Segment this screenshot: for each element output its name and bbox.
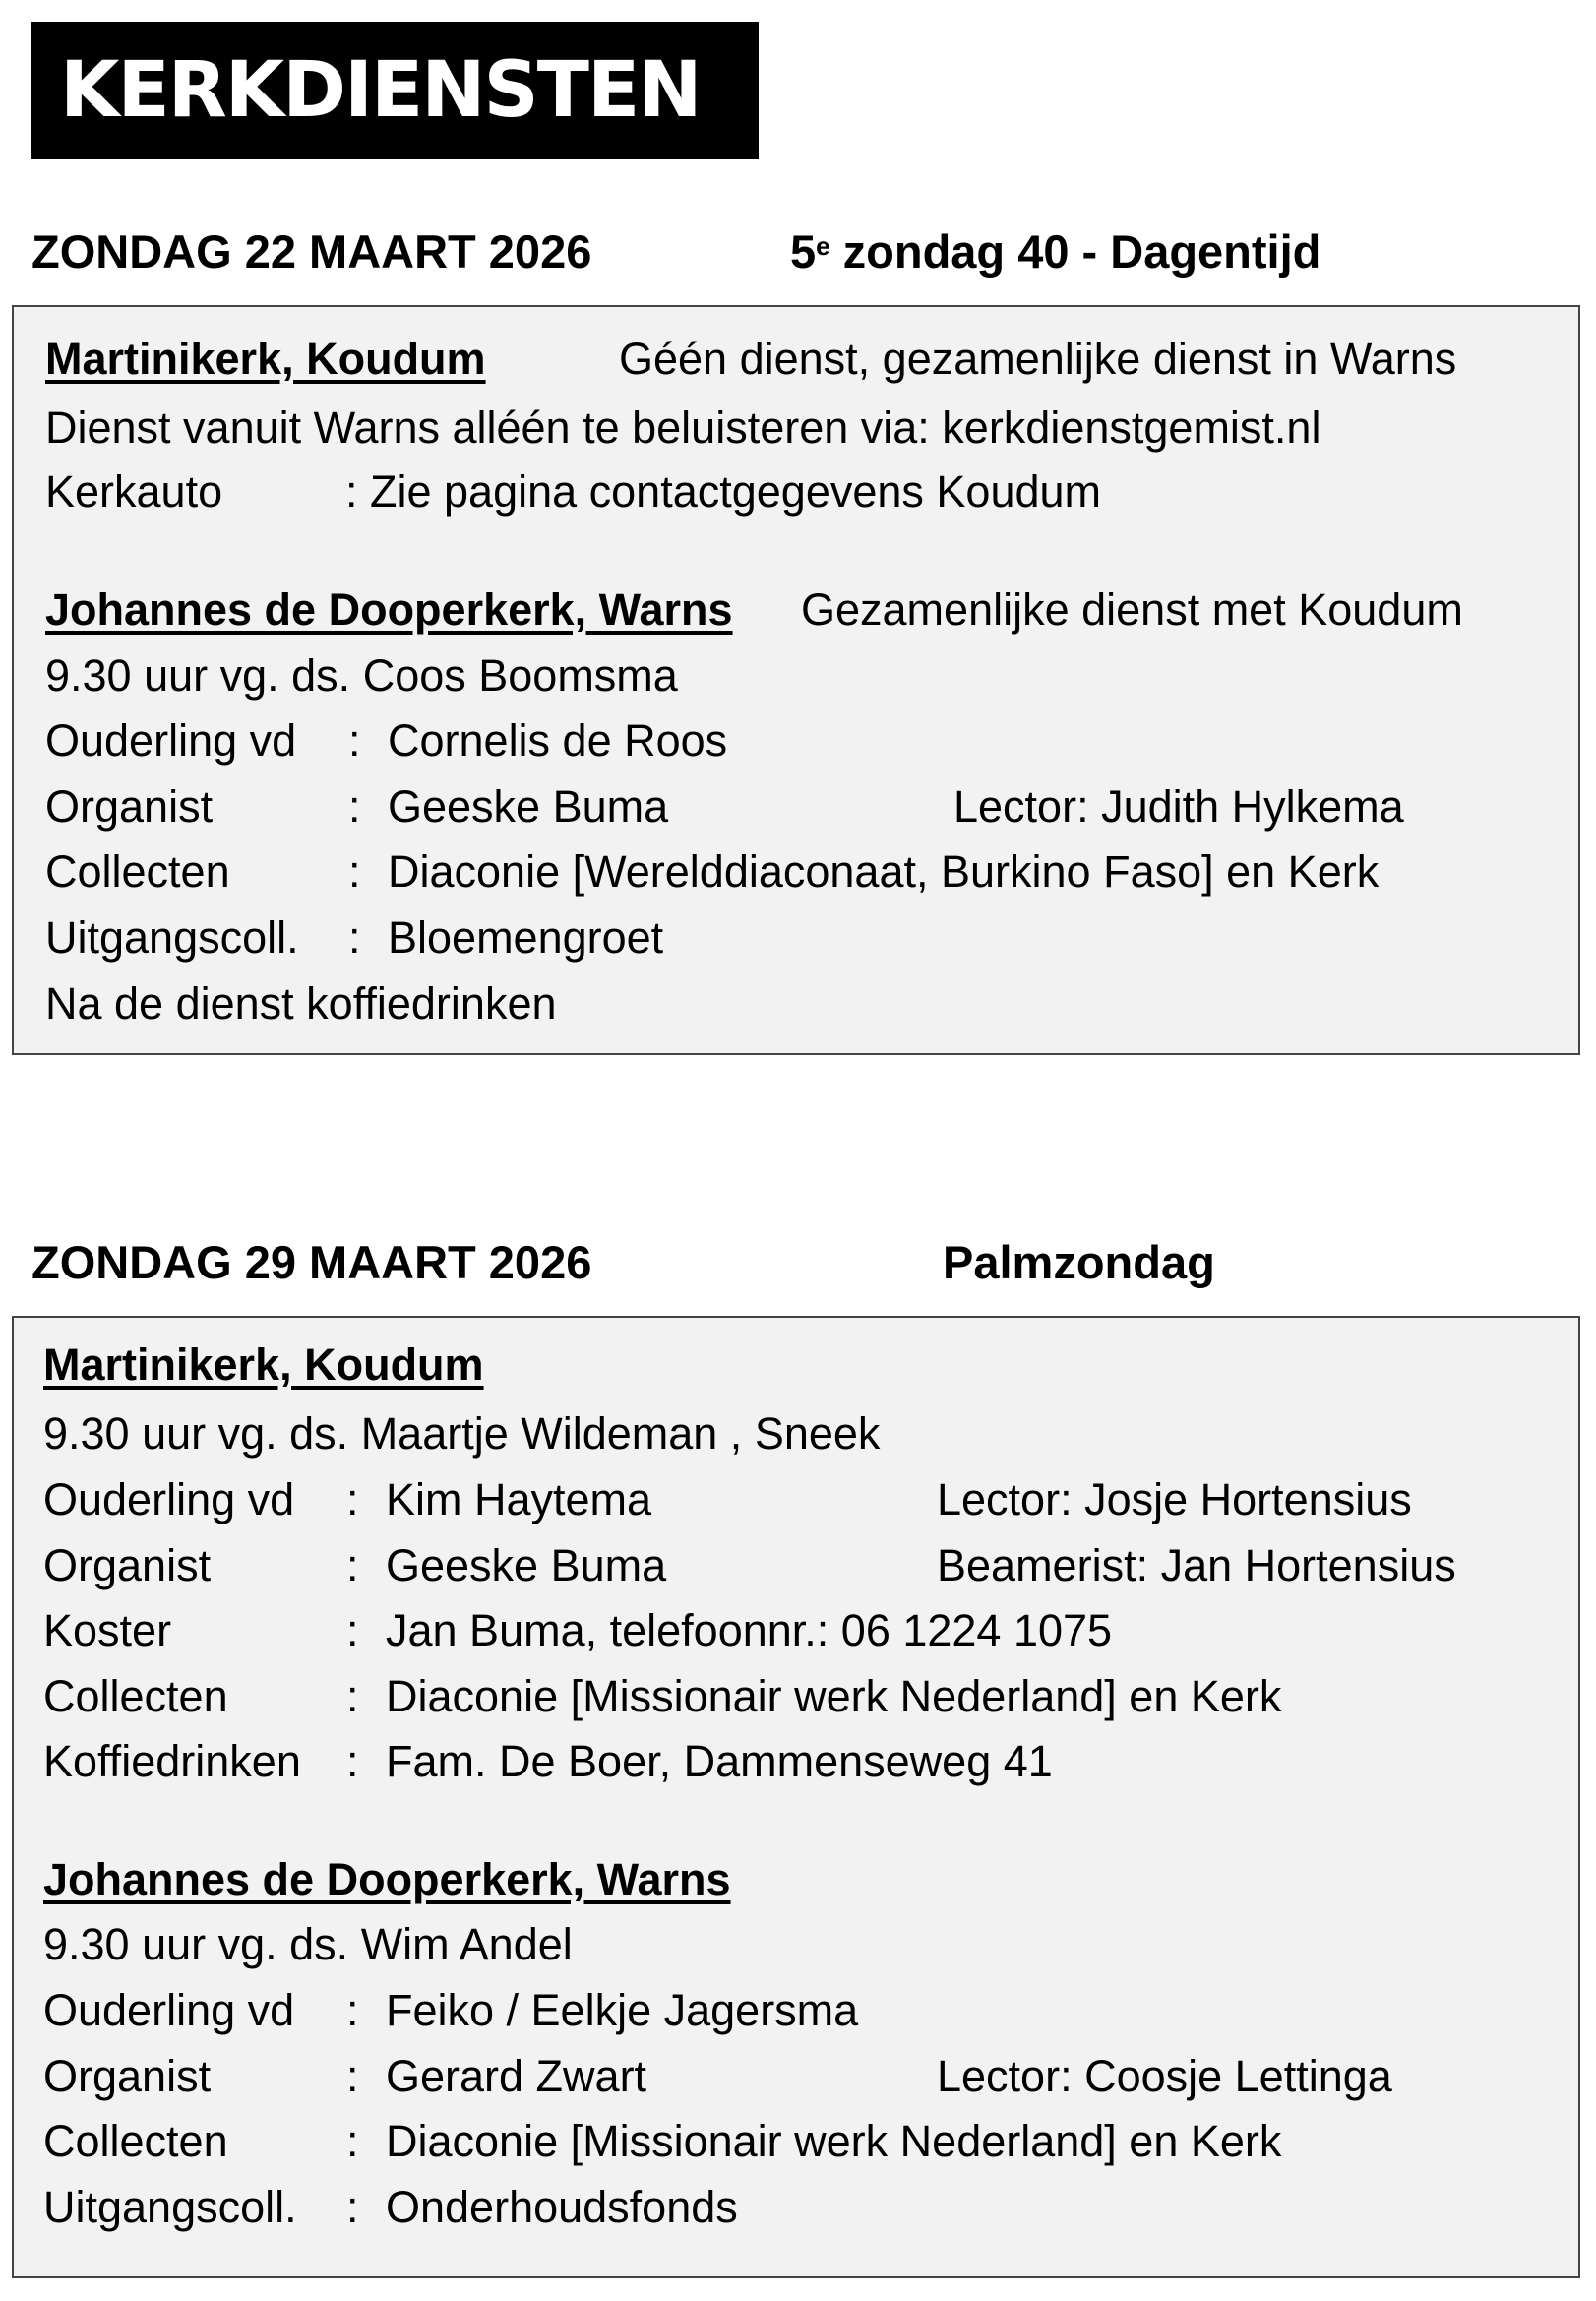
- row-extra: Lector: Judith Hylkema: [953, 781, 1404, 832]
- row-colon: :: [346, 1605, 359, 1655]
- service-time: 9.30 uur vg. ds. Maartje Wildeman , Sneek: [43, 1408, 881, 1459]
- row-colon: :: [346, 2051, 359, 2101]
- row-label: Ouderling vd: [45, 715, 297, 766]
- church-name-warns: Johannes de Dooperkerk, Warns: [45, 585, 733, 635]
- row-value: Geeske Buma: [386, 1540, 667, 1590]
- date-heading-1: ZONDAG 22 MAART 2026: [31, 225, 592, 278]
- church-name-koudum: Martinikerk, Koudum: [43, 1339, 484, 1390]
- service-panel-1: [12, 305, 1580, 1055]
- row-colon: :: [346, 1985, 359, 2035]
- row-colon: :: [346, 1540, 359, 1590]
- service-panel-2: [12, 1316, 1580, 2278]
- theme-text: zondag 40 - Dagentijd: [829, 225, 1321, 278]
- row-value: Bloemengroet: [388, 912, 664, 963]
- date-heading-2: ZONDAG 29 MAART 2026: [31, 1236, 592, 1288]
- row-label: Collecten: [45, 846, 230, 897]
- theme-heading-1: [790, 222, 1320, 281]
- row-value: Geeske Buma: [388, 781, 669, 832]
- service-time: 9.30 uur vg. ds. Coos Boomsma: [45, 651, 678, 701]
- row-colon: :: [346, 1736, 359, 1786]
- row-colon: :: [346, 1474, 359, 1524]
- row-label: Uitgangscoll.: [45, 912, 299, 963]
- kerkauto-label: Kerkauto: [45, 466, 223, 517]
- row-colon: :: [348, 912, 361, 963]
- theme-heading-2: Palmzondag: [943, 1236, 1215, 1288]
- row-value: Cornelis de Roos: [388, 715, 728, 766]
- row-label: Uitgangscoll.: [43, 2182, 297, 2232]
- row-value: Kim Haytema: [386, 1474, 652, 1524]
- row-label: Organist: [45, 781, 214, 832]
- church-name-koudum: Martinikerk, Koudum: [45, 334, 486, 384]
- service-time: 9.30 uur vg. ds. Wim Andel: [43, 1919, 573, 1969]
- broadcast-note: Dienst vanuit Warns alléén te beluisteren via: kerkdienstgemist.nl: [45, 403, 1321, 453]
- church-name-warns: Johannes de Dooperkerk, Warns: [43, 1854, 731, 1904]
- row-label: Koster: [43, 1605, 172, 1655]
- row-value: Feiko / Eelkje Jagersma: [386, 1985, 859, 2035]
- row-colon: :: [346, 1671, 359, 1721]
- theme-superscript: e: [816, 231, 830, 261]
- row-value: Fam. De Boer, Dammenseweg 41: [386, 1736, 1053, 1786]
- row-value: Diaconie [Missionair werk Nederland] en Kerk: [386, 2116, 1282, 2166]
- row-extra: Lector: Coosje Lettinga: [937, 2051, 1392, 2101]
- row-label: Organist: [43, 2051, 212, 2101]
- row-label: Collecten: [43, 1671, 228, 1721]
- row-colon: :: [346, 2182, 359, 2232]
- row-value: Jan Buma, telefoonnr.: 06 1224 1075: [386, 1605, 1113, 1655]
- service-note: Géén dienst, gezamenlijke dienst in Warns: [619, 334, 1457, 384]
- row-colon: :: [348, 846, 361, 897]
- row-label: Koffiedrinken: [43, 1736, 301, 1786]
- row-extra: Lector: Josje Hortensius: [937, 1474, 1412, 1524]
- row-label: Ouderling vd: [43, 1474, 295, 1524]
- row-extra: Beamerist: Jan Hortensius: [937, 1540, 1456, 1590]
- row-colon: :: [348, 715, 361, 766]
- service-note: Gezamenlijke dienst met Koudum: [801, 585, 1463, 635]
- row-value: Onderhoudsfonds: [386, 2182, 738, 2232]
- theme-number: 5: [790, 225, 817, 278]
- row-label: Ouderling vd: [43, 1985, 295, 2035]
- kerkauto-value: : Zie pagina contactgegevens Koudum: [345, 466, 1102, 517]
- row-value: Diaconie [Werelddiaconaat, Burkino Faso] en Kerk: [388, 846, 1380, 897]
- row-value: Diaconie [Missionair werk Nederland] en Kerk: [386, 1671, 1282, 1721]
- row-colon: :: [348, 781, 361, 832]
- row-label: Organist: [43, 1540, 212, 1590]
- row-value: Gerard Zwart: [386, 2051, 647, 2101]
- row-label: Collecten: [43, 2116, 228, 2166]
- page-title: KERKDIENSTEN: [31, 22, 759, 159]
- footer-note: Na de dienst koffiedrinken: [45, 978, 557, 1028]
- row-colon: :: [346, 2116, 359, 2166]
